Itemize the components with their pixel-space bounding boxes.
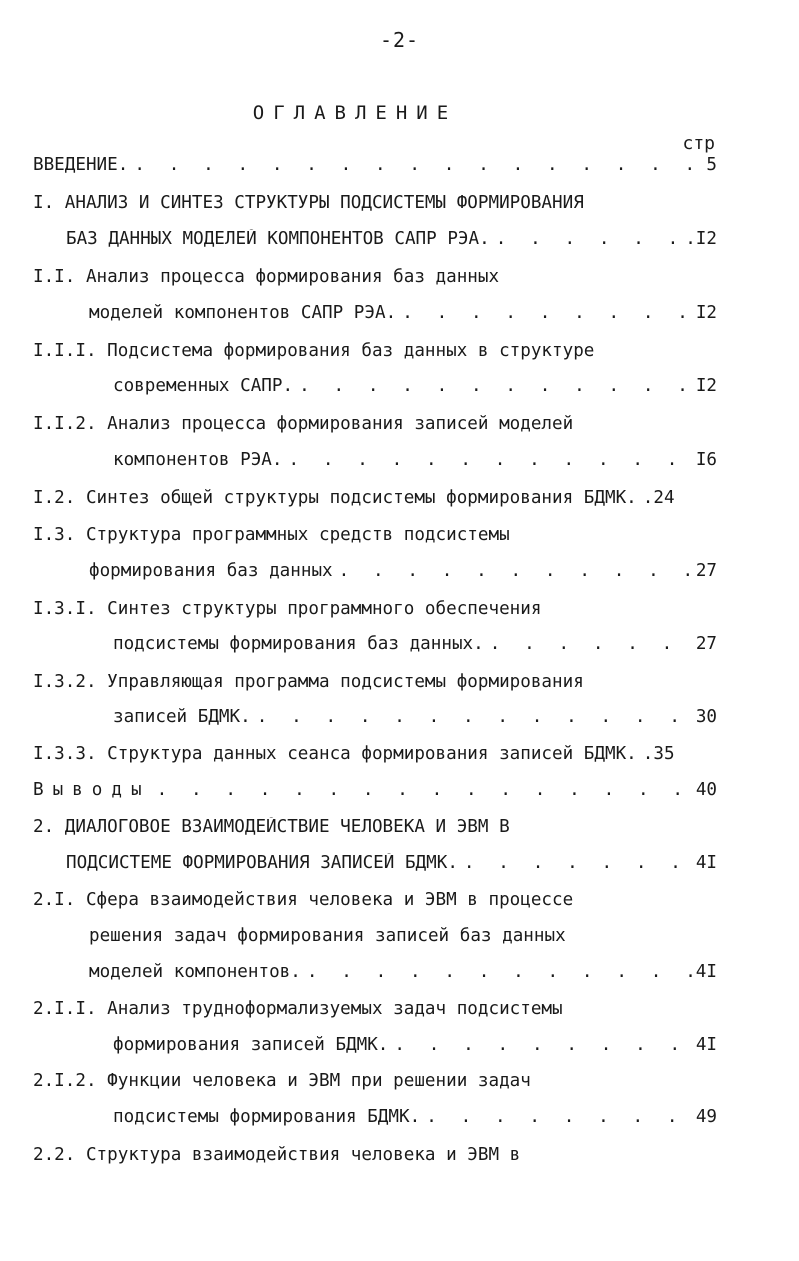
toc-entry-section-2-1-1-cont — [113, 1035, 717, 1063]
toc-dot-leader — [394, 1035, 691, 1055]
toc-entry-section-2-1-cont-a — [89, 926, 717, 954]
toc-entry-page: I6 — [695, 450, 717, 470]
toc-entry-text: I.I.2. Анализ процесса формирования записей моделей — [33, 414, 574, 434]
toc-entry-section-1-3-1-cont — [113, 634, 717, 662]
toc-entry-section-2-2 — [33, 1145, 717, 1173]
toc-entry-text: I.3.3. Структура данных сеанса формирования записей БДМК. — [33, 744, 637, 764]
toc-entry-chapter-1-cont — [66, 229, 717, 257]
toc-entry-text: подсистемы формирования баз данных. — [113, 634, 484, 654]
toc-entry-section-1-1 — [33, 267, 717, 295]
toc-entry-text: 2.I.2. Функции человека и ЭВМ при решении задач — [33, 1071, 531, 1091]
toc-entry-text: формирования баз данных — [89, 561, 333, 581]
toc-entry-section-1-1-cont — [89, 303, 717, 331]
toc-entry-section-2-1-1 — [33, 999, 717, 1027]
toc-entry-text: I.3.I. Синтез структуры программного обеспечения — [33, 599, 542, 619]
toc-dot-leader — [307, 962, 681, 982]
toc-entry-text: I. АНАЛИЗ И СИНТЕЗ СТРУКТУРЫ ПОДСИСТЕМЫ ФОРМИРОВАНИЯ — [33, 193, 584, 213]
toc-entry-text: I.I. Анализ процесса формирования баз данных — [33, 267, 500, 287]
toc-entry-section-1-3-1 — [33, 599, 717, 627]
toc-entry-section-2-1 — [33, 890, 717, 918]
toc-entry-section-1-1-2-cont — [113, 450, 717, 478]
toc-entry-page: I2 — [695, 376, 717, 396]
toc-entry-introduction — [33, 155, 717, 183]
toc-entry-section-2-1-cont-b — [89, 962, 717, 990]
toc-dot-leader — [257, 707, 692, 727]
toc-title: ОГЛАВЛЕНИЕ — [252, 102, 458, 124]
toc-dot-leader — [402, 303, 692, 323]
toc-entry-text: 2. ДИАЛОГОВОЕ ВЗАИМОДЕЙСТВИЕ ЧЕЛОВЕКА И ЭВМ В — [33, 817, 510, 837]
toc-entry-text: I.3. Структура программных средств подсистемы — [33, 525, 510, 545]
toc-entry-text: 2.I. Сфера взаимодействия человека и ЭВМ в процессе — [33, 890, 574, 910]
toc-dot-leader — [134, 155, 702, 175]
toc-dot-leader — [157, 780, 692, 800]
toc-entry-section-1-3-3 — [33, 744, 717, 772]
toc-entry-page: .4I — [685, 962, 717, 982]
page-number: -2- — [379, 28, 420, 52]
toc-entry-page: 4I — [695, 853, 717, 873]
toc-entry-page: I2 — [695, 303, 717, 323]
toc-entry-page: 49 — [695, 1107, 717, 1127]
toc-dot-leader — [288, 450, 691, 470]
toc-entry-text: моделей компонентов САПР РЭА. — [89, 303, 397, 323]
toc-entry-chapter-2-cont — [66, 853, 717, 881]
toc-entry-page: 27 — [695, 561, 717, 581]
toc-entry-page: .24 — [642, 488, 675, 508]
toc-entry-section-1-3 — [33, 525, 717, 553]
toc-entry-text: подсистемы формирования БДМК. — [113, 1107, 421, 1127]
toc-entry-page: .35 — [642, 744, 675, 764]
toc-entry-text: 2.2. Структура взаимодействия человека и ЭВМ в — [33, 1145, 521, 1165]
toc-entry-section-1-3-2 — [33, 672, 717, 700]
toc-entry-section-1-1-2 — [33, 414, 717, 442]
toc-dot-leader — [299, 376, 692, 396]
toc-entry-section-2-1-2 — [33, 1071, 717, 1099]
toc-entry-section-1-3-2-cont — [113, 707, 717, 735]
toc-entry-section-1-2 — [33, 488, 717, 516]
toc-entry-chapter-2 — [33, 817, 717, 845]
toc-dot-leader — [464, 853, 692, 873]
toc-entry-text: ВВЕДЕНИЕ. — [33, 155, 129, 175]
toc-dot-leader — [490, 634, 692, 654]
toc-entry-section-1-1-1 — [33, 341, 717, 369]
toc-entry-text: I.I.I. Подсистема формирования баз данных в структуре — [33, 341, 595, 361]
toc-entry-text: 2.I.I. Анализ трудноформализуемых задач подсистемы — [33, 999, 563, 1019]
toc-entry-page: 30 — [695, 707, 717, 727]
toc-entry-section-1-3-cont — [89, 561, 717, 589]
toc-entry-text: ПОДСИСТЕМЕ ФОРМИРОВАНИЯ ЗАПИСЕЙ БДМК. — [66, 853, 458, 873]
toc-entry-section-1-1-1-cont — [113, 376, 717, 404]
toc-entry-text: I.3.2. Управляющая программа подсистемы формирования — [33, 672, 584, 692]
toc-entry-page: 4I — [695, 1035, 717, 1055]
toc-entry-text: формирования записей БДМК. — [113, 1035, 389, 1055]
toc-dot-leader — [426, 1107, 692, 1127]
toc-entry-text: современных САПР. — [113, 376, 294, 396]
toc-entry-page: .I2 — [685, 229, 717, 249]
toc-entry-text: решения задач формирования записей баз данных — [89, 926, 566, 946]
toc-entry-page: 27 — [695, 634, 717, 654]
toc-dot-leader — [339, 561, 692, 581]
toc-dot-leader — [496, 229, 682, 249]
toc-entry-chapter-1 — [33, 193, 717, 221]
toc-entry-text: Выводы — [33, 780, 151, 800]
toc-entry-text: I.2. Синтез общей структуры подсистемы формирования БДМК. — [33, 488, 637, 508]
toc-entry-page: 40 — [695, 780, 717, 800]
page-column-label: стр — [682, 133, 715, 154]
toc-entry-text: БАЗ ДАННЫХ МОДЕЛЕЙ КОМПОНЕНТОВ САПР РЭА. — [66, 229, 490, 249]
toc-entry-conclusions — [33, 780, 717, 808]
toc-entry-text: записей БДМК. — [113, 707, 251, 727]
toc-entry-text: компонентов РЭА. — [113, 450, 283, 470]
toc-entry-page: 5 — [706, 155, 717, 175]
toc-entry-section-2-1-2-cont — [113, 1107, 717, 1135]
toc-entry-text: моделей компонентов. — [89, 962, 301, 982]
